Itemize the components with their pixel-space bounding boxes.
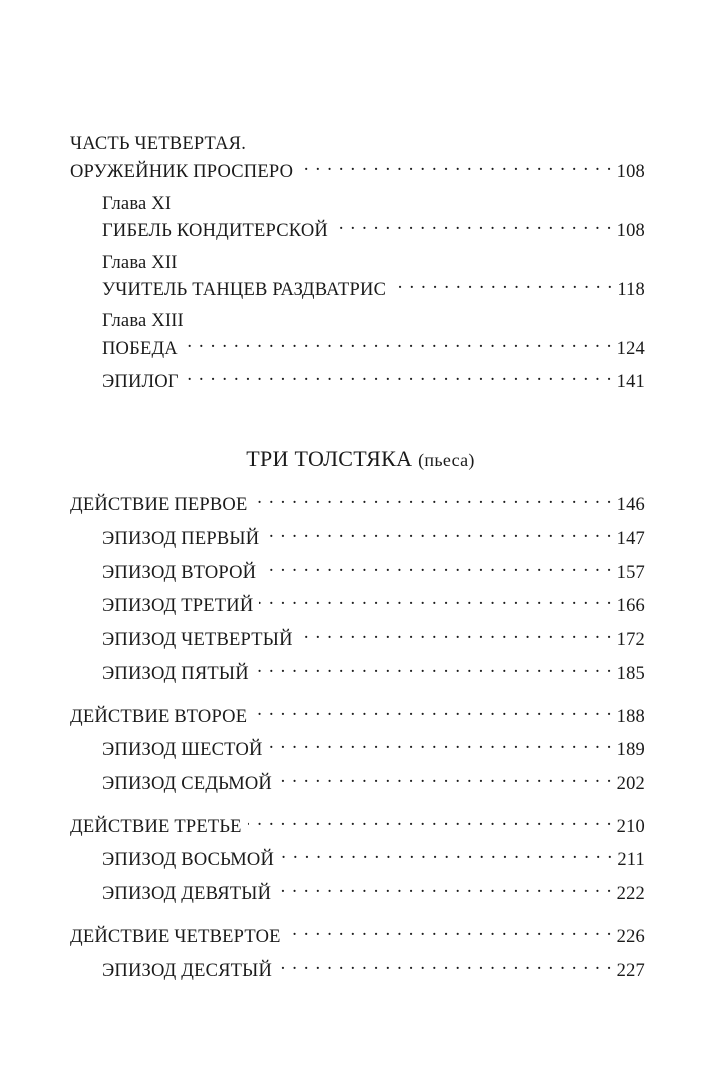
chapter-label: Глава XIII bbox=[102, 311, 184, 331]
toc-entry-episode[interactable] bbox=[102, 880, 645, 906]
toc-entry-epilogue[interactable] bbox=[102, 368, 645, 394]
part-label: ЧАСТЬ ЧЕТВЕРТАЯ. bbox=[70, 134, 247, 154]
toc-page-number: 210 bbox=[616, 816, 645, 837]
toc-entry-title: ПОБЕДА bbox=[102, 338, 178, 359]
toc-page-number: 157 bbox=[616, 562, 645, 583]
toc-entry-title: ЭПИЗОД ЧЕТВЕРТЫЙ bbox=[102, 629, 293, 650]
toc-entry-act[interactable] bbox=[70, 703, 645, 729]
toc-entry-part[interactable] bbox=[70, 158, 645, 184]
toc-entry-episode[interactable] bbox=[102, 592, 645, 618]
toc-page-number: 147 bbox=[616, 528, 645, 549]
toc-entry-title: ОРУЖЕЙНИК ПРОСПЕРО bbox=[70, 161, 294, 182]
toc-entry-title: ЭПИЗОД ВОСЬМОЙ bbox=[102, 849, 275, 870]
toc-page-number: 222 bbox=[616, 883, 645, 904]
dot-leader bbox=[184, 335, 613, 354]
toc-page-number: 202 bbox=[616, 773, 645, 794]
toc-entry-act[interactable] bbox=[70, 491, 645, 517]
dot-leader bbox=[248, 813, 613, 832]
toc-entry-title: УЧИТЕЛЬ ТАНЦЕВ РАЗДВАТРИС bbox=[102, 279, 387, 300]
dot-leader bbox=[392, 276, 613, 295]
toc-entry-title: ЭПИЗОД ВТОРОЙ bbox=[102, 562, 257, 583]
toc-page-number: 118 bbox=[617, 279, 645, 300]
dot-leader bbox=[299, 626, 613, 645]
toc-entry-chapter[interactable] bbox=[102, 217, 645, 243]
dot-leader bbox=[259, 592, 612, 611]
toc-entry-title: ЭПИЗОД ДЕВЯТЫЙ bbox=[102, 883, 272, 904]
toc-page-number: 108 bbox=[616, 220, 645, 241]
toc-entry-chapter[interactable] bbox=[102, 335, 645, 361]
toc-entry-title: ЭПИЗОД ПЯТЫЙ bbox=[102, 663, 249, 684]
section-subtitle: (пьеса) bbox=[418, 450, 475, 470]
dot-leader bbox=[278, 957, 613, 976]
toc-page-number: 108 bbox=[616, 161, 645, 182]
dot-leader bbox=[287, 923, 613, 942]
section-title: ТРИ ТОЛСТЯКА bbox=[246, 446, 413, 471]
toc-entry-episode[interactable] bbox=[102, 559, 645, 585]
toc-entry-title: ДЕЙСТВИЕ ТРЕТЬЕ bbox=[70, 816, 242, 837]
toc-entry-act[interactable] bbox=[70, 813, 645, 839]
dot-leader bbox=[265, 525, 612, 544]
dot-leader bbox=[255, 660, 613, 679]
dot-leader bbox=[269, 736, 613, 755]
dot-leader bbox=[278, 770, 613, 789]
toc-entry-title: ДЕЙСТВИЕ ВТОРОЕ bbox=[70, 706, 248, 727]
toc-entry-title: ЭПИЛОГ bbox=[102, 371, 179, 392]
toc-entry-title: ГИБЕЛЬ КОНДИТЕРСКОЙ bbox=[102, 220, 328, 241]
toc-page-number: 146 bbox=[616, 494, 645, 515]
toc-page-number: 124 bbox=[616, 338, 645, 359]
toc-entry-chapter[interactable] bbox=[102, 276, 645, 302]
toc-page-number: 211 bbox=[617, 849, 645, 870]
toc-page-number: 227 bbox=[616, 960, 645, 981]
chapter-label: Глава XI bbox=[102, 194, 172, 214]
toc-page-number: 188 bbox=[616, 706, 645, 727]
toc-entry-title: ДЕЙСТВИЕ ЧЕТВЕРТОЕ bbox=[70, 926, 281, 947]
toc-page-number: 172 bbox=[616, 629, 645, 650]
toc-entry-title: ЭПИЗОД ТРЕТИЙ bbox=[102, 595, 254, 616]
dot-leader bbox=[299, 158, 612, 177]
toc-entry-title: ЭПИЗОД ШЕСТОЙ bbox=[102, 739, 263, 760]
dot-leader bbox=[262, 559, 612, 578]
toc-page-number: 141 bbox=[616, 371, 645, 392]
toc-entry-episode[interactable] bbox=[102, 846, 645, 872]
toc-entry-act[interactable] bbox=[70, 923, 645, 949]
toc-entry-episode[interactable] bbox=[102, 525, 645, 551]
dot-leader bbox=[277, 880, 612, 899]
toc-entry-title: ДЕЙСТВИЕ ПЕРВОЕ bbox=[70, 494, 248, 515]
toc-page-number: 185 bbox=[616, 663, 645, 684]
dot-leader bbox=[253, 703, 612, 722]
toc-entry-episode[interactable] bbox=[102, 957, 645, 983]
toc-entry-episode[interactable] bbox=[102, 770, 645, 796]
toc-page-number: 166 bbox=[616, 595, 645, 616]
toc-entry-title: ЭПИЗОД ПЕРВЫЙ bbox=[102, 528, 260, 549]
toc-page-number: 189 bbox=[616, 739, 645, 760]
section-heading bbox=[0, 445, 721, 474]
dot-leader bbox=[334, 217, 613, 236]
toc-entry-title: ЭПИЗОД СЕДЬМОЙ bbox=[102, 773, 272, 794]
dot-leader bbox=[280, 846, 613, 865]
toc-page-number: 226 bbox=[616, 926, 645, 947]
toc-entry-episode[interactable] bbox=[102, 736, 645, 762]
toc-entry-title: ЭПИЗОД ДЕСЯТЫЙ bbox=[102, 960, 273, 981]
toc-entry-episode[interactable] bbox=[102, 660, 645, 686]
dot-leader bbox=[254, 491, 613, 510]
toc-entry-episode[interactable] bbox=[102, 626, 645, 652]
chapter-label: Глава XII bbox=[102, 253, 178, 273]
dot-leader bbox=[185, 368, 613, 387]
